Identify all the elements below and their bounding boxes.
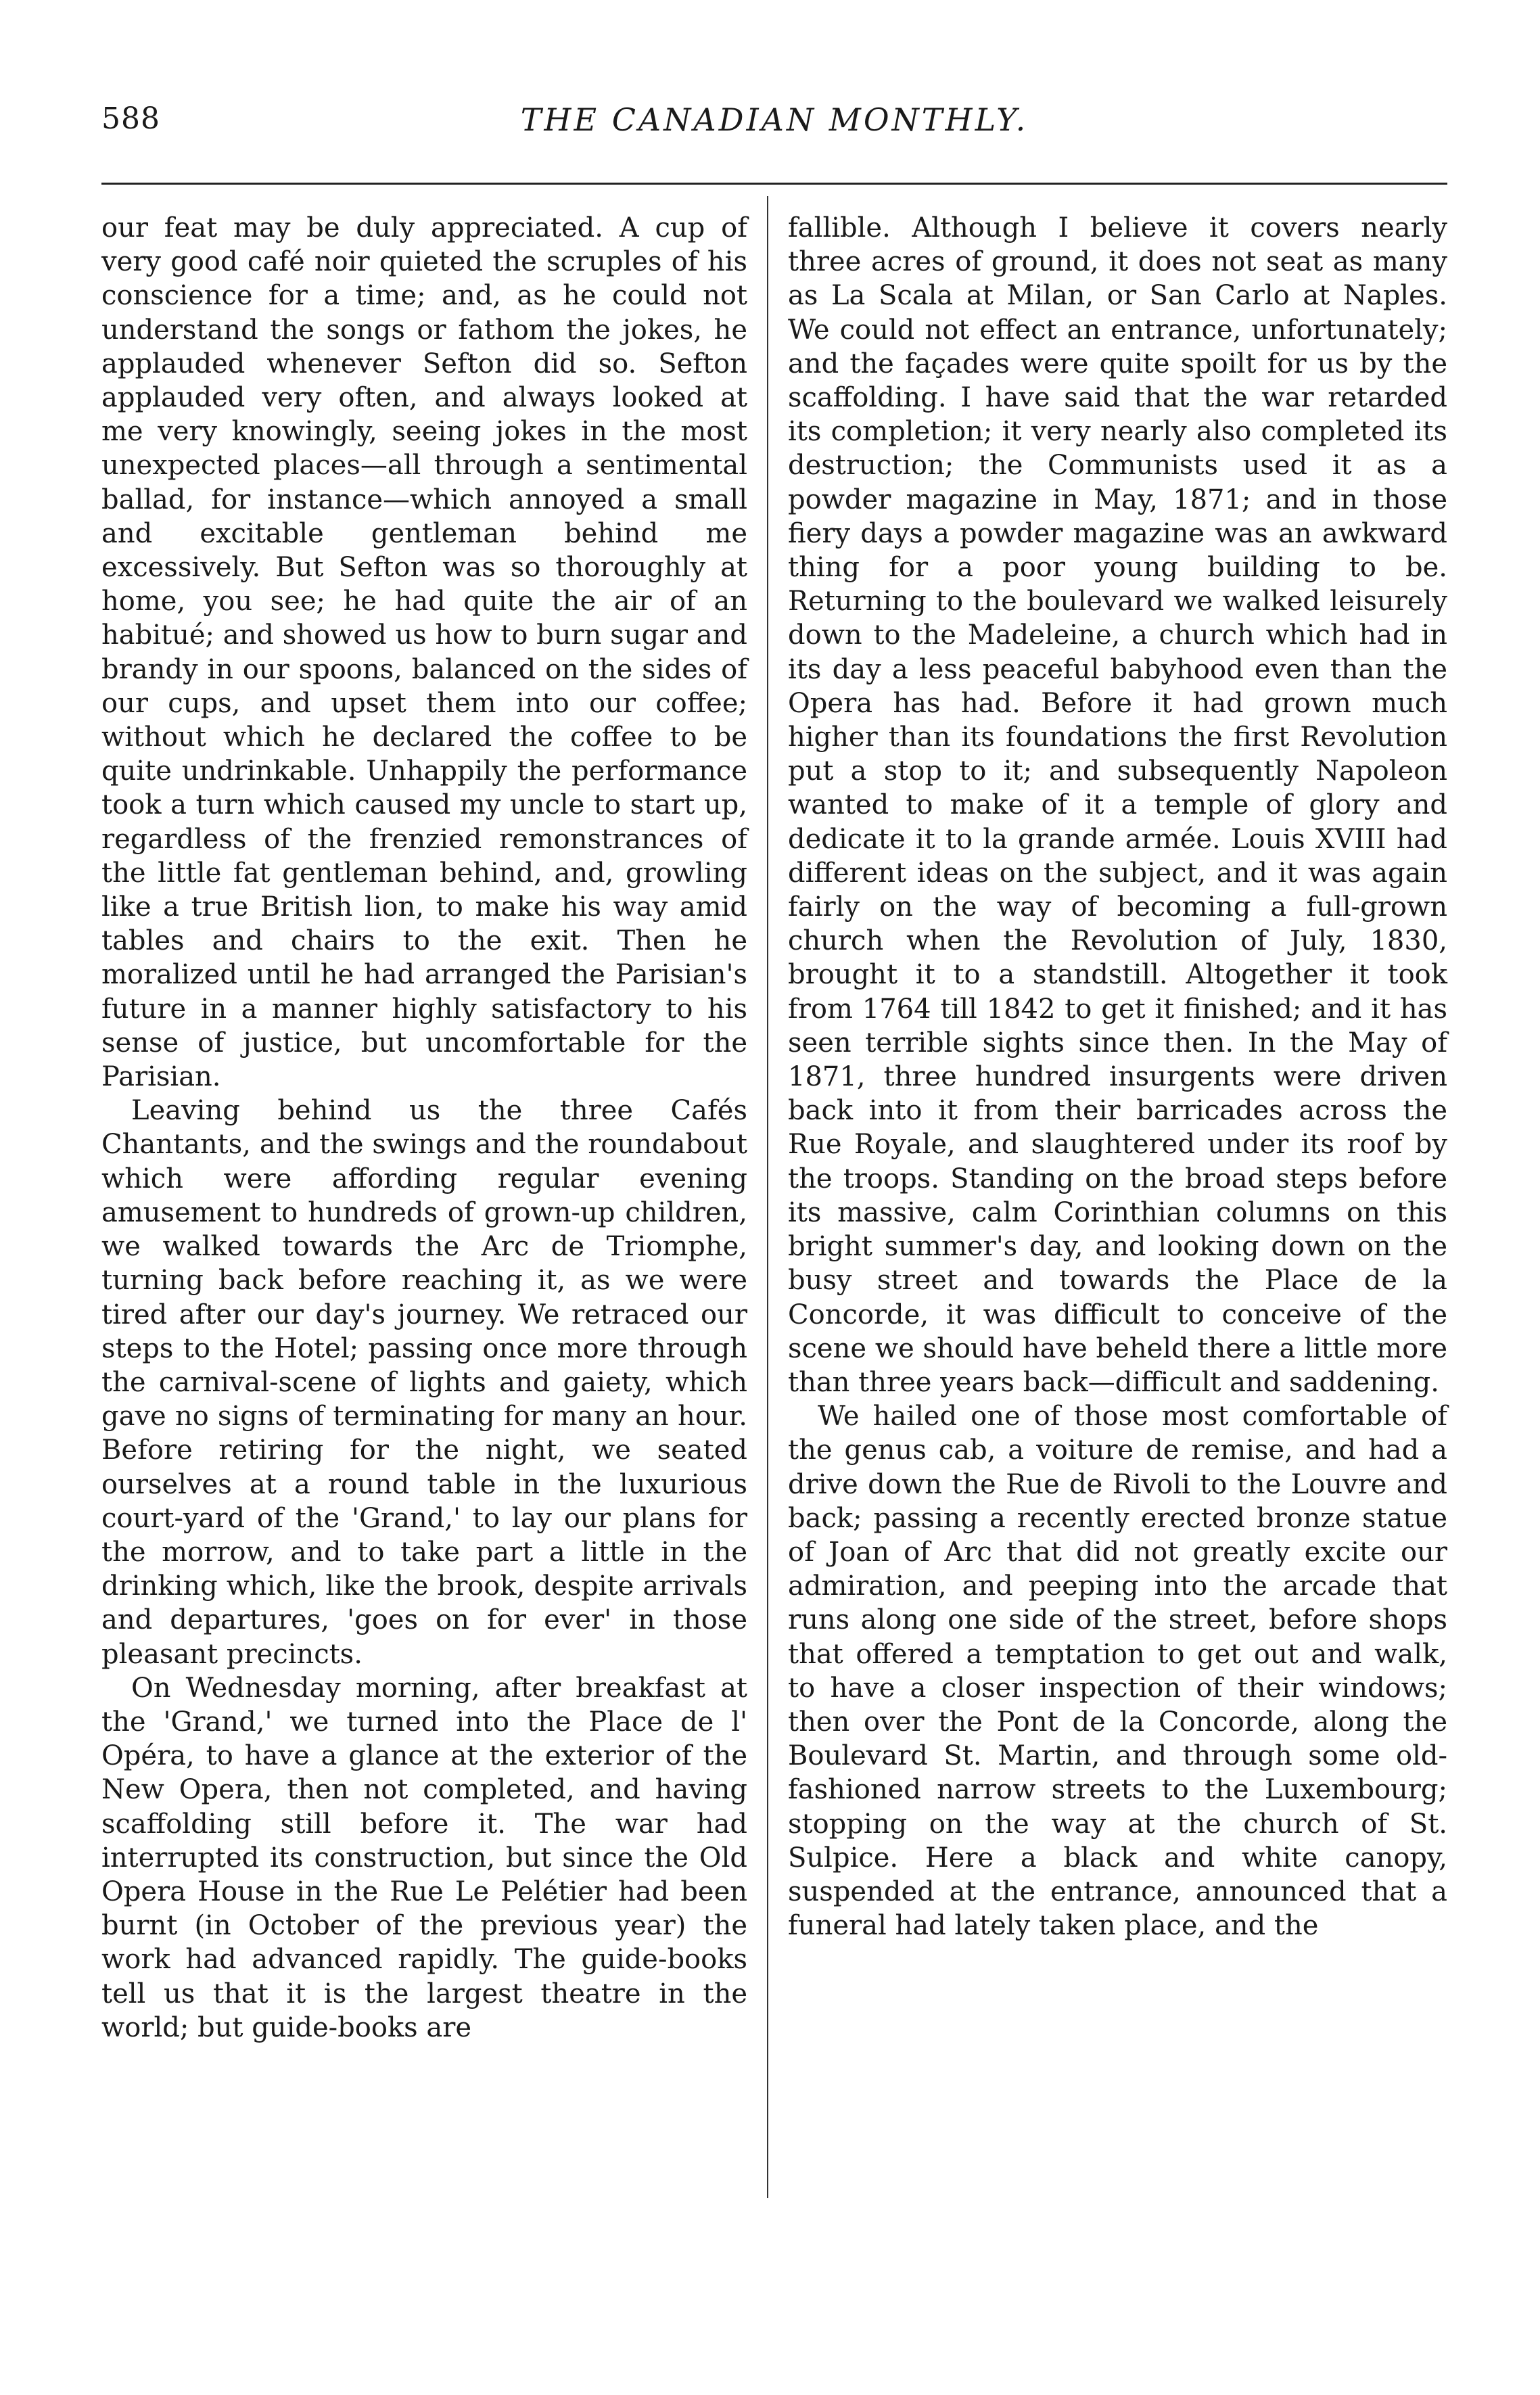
page-number: 588 [101, 101, 160, 136]
left-paragraph-3: On Wednesday morning, after breakfast at the 'Grand,' we turned into the Place de l' Opéra, to have a glance at the exterior of the New Opera, then not completed, and having scaffolding still before it. The war had interrupted its construction, but since the Old Opera House in the Rue Le Pelétier had been burnt (in October of the previous year) the work had advanced rapidly. The guide-books tell us that it is the largest theatre in the world; but guide-books are [101, 1672, 747, 2043]
page-header [101, 101, 1447, 156]
left-paragraph-2: Leaving behind us the three Cafés Chantants, and the swings and the roundabout which were affording regular evening amusement to hundreds of grown-up children, we walked towards the Arc de Triomphe, turning back before reaching it, as we were tired after our day's journey. We retraced our steps to the Hotel; passing once more through the carnival-scene of lights and gaiety, which gave no signs of terminating for many an hour. Before retiring for the night, we seated ourselves at a round table in the luxurious court-yard of the 'Grand,' to lay our plans for the morrow, and to take part a little in the drinking which, like the brook, despite arrivals and departures, 'goes on for ever' in those pleasant precincts. [101, 1095, 747, 1670]
right-column [788, 211, 1447, 1943]
left-paragraph-1: our feat may be duly appreciated. A cup of very good café noir quieted the scruples of his conscience for a time; and, as he could not understand the songs or fathom the jokes, he applauded whenever Sefton did so. Sefton applauded very often, and always looked at me very knowingly, seeing jokes in the most unexpected places—all through a sentimental ballad, for instance—which annoyed a small and excitable gentleman behind me excessively. But Sefton was so thoroughly at home, you see; he had quite the air of an habitué; and showed us how to burn sugar and brandy in our spoons, balanced on the sides of our cups, and upset them into our coffee; without which he declared the coffee to be quite undrinkable. Unhappily the performance took a turn which caused my uncle to start up, regardless of the frenzied remonstrances of the little fat gentleman behind, and, growling like a true British lion, to make his way amid tables and chairs to the exit. Then he moralized until he had arranged the Parisian's future in a manner highly satisfactory to his sense of justice, but uncomfortable for the Parisian. [101, 212, 747, 1093]
left-column [101, 211, 747, 2045]
running-title: THE CANADIAN MONTHLY. [520, 101, 1029, 138]
header-rule [101, 183, 1447, 185]
right-paragraph-2: We hailed one of those most comfortable of the genus cab, a voiture de remise, and had a drive down the Rue de Rivoli to the Louvre and back; passing a recently erected bronze statue of Joan of Arc that did not greatly excite our admiration, and peeping into the arcade that runs along one side of the street, before shops that offered a temptation to get out and walk, to have a closer inspection of their windows; then over the Pont de la Concorde, along the Boulevard St. Martin, and through some old-fashioned narrow streets to the Luxembourg; stopping on the way at the church of St. Sulpice. Here a black and white canopy, suspended at the entrance, announced that a funeral had lately taken place, and the [788, 1401, 1447, 1942]
right-paragraph-1: fallible. Although I believe it covers nearly three acres of ground, it does not seat as many as La Scala at Milan, or San Carlo at Naples. We could not effect an entrance, unfortunately; and the façades were quite spoilt for us by the scaffolding. I have said that the war retarded its completion; it very nearly also completed its destruction; the Communists used it as a powder magazine in May, 1871; and in those fiery days a powder magazine was an awkward thing for a poor young building to be. Returning to the boulevard we walked leisurely down to the Madeleine, a church which had in its day a less peaceful babyhood even than the Opera has had. Before it had grown much higher than its foundations the first Revolution put a stop to it; and subsequently Napoleon wanted to make of it a temple of glory and dedicate it to la grande armée. Louis XVIII had different ideas on the subject, and it was again fairly on the way of becoming a full-grown church when the Revolution of July, 1830, brought it to a standstill. Altogether it took from 1764 till 1842 to get it finished; and it has seen terrible sights since then. In the May of 1871, three hundred insurgents were driven back into it from their barricades across the Rue Royale, and slaughtered under its roof by the troops. Standing on the broad steps before its massive, calm Corinthian columns on this bright summer's day, and looking down on the busy street and towards the Place de la Concorde, it was difficult to conceive of the scene we should have beheld there a little more than three years back—difficult and saddening. [788, 212, 1447, 1398]
column-divider [767, 196, 768, 2198]
